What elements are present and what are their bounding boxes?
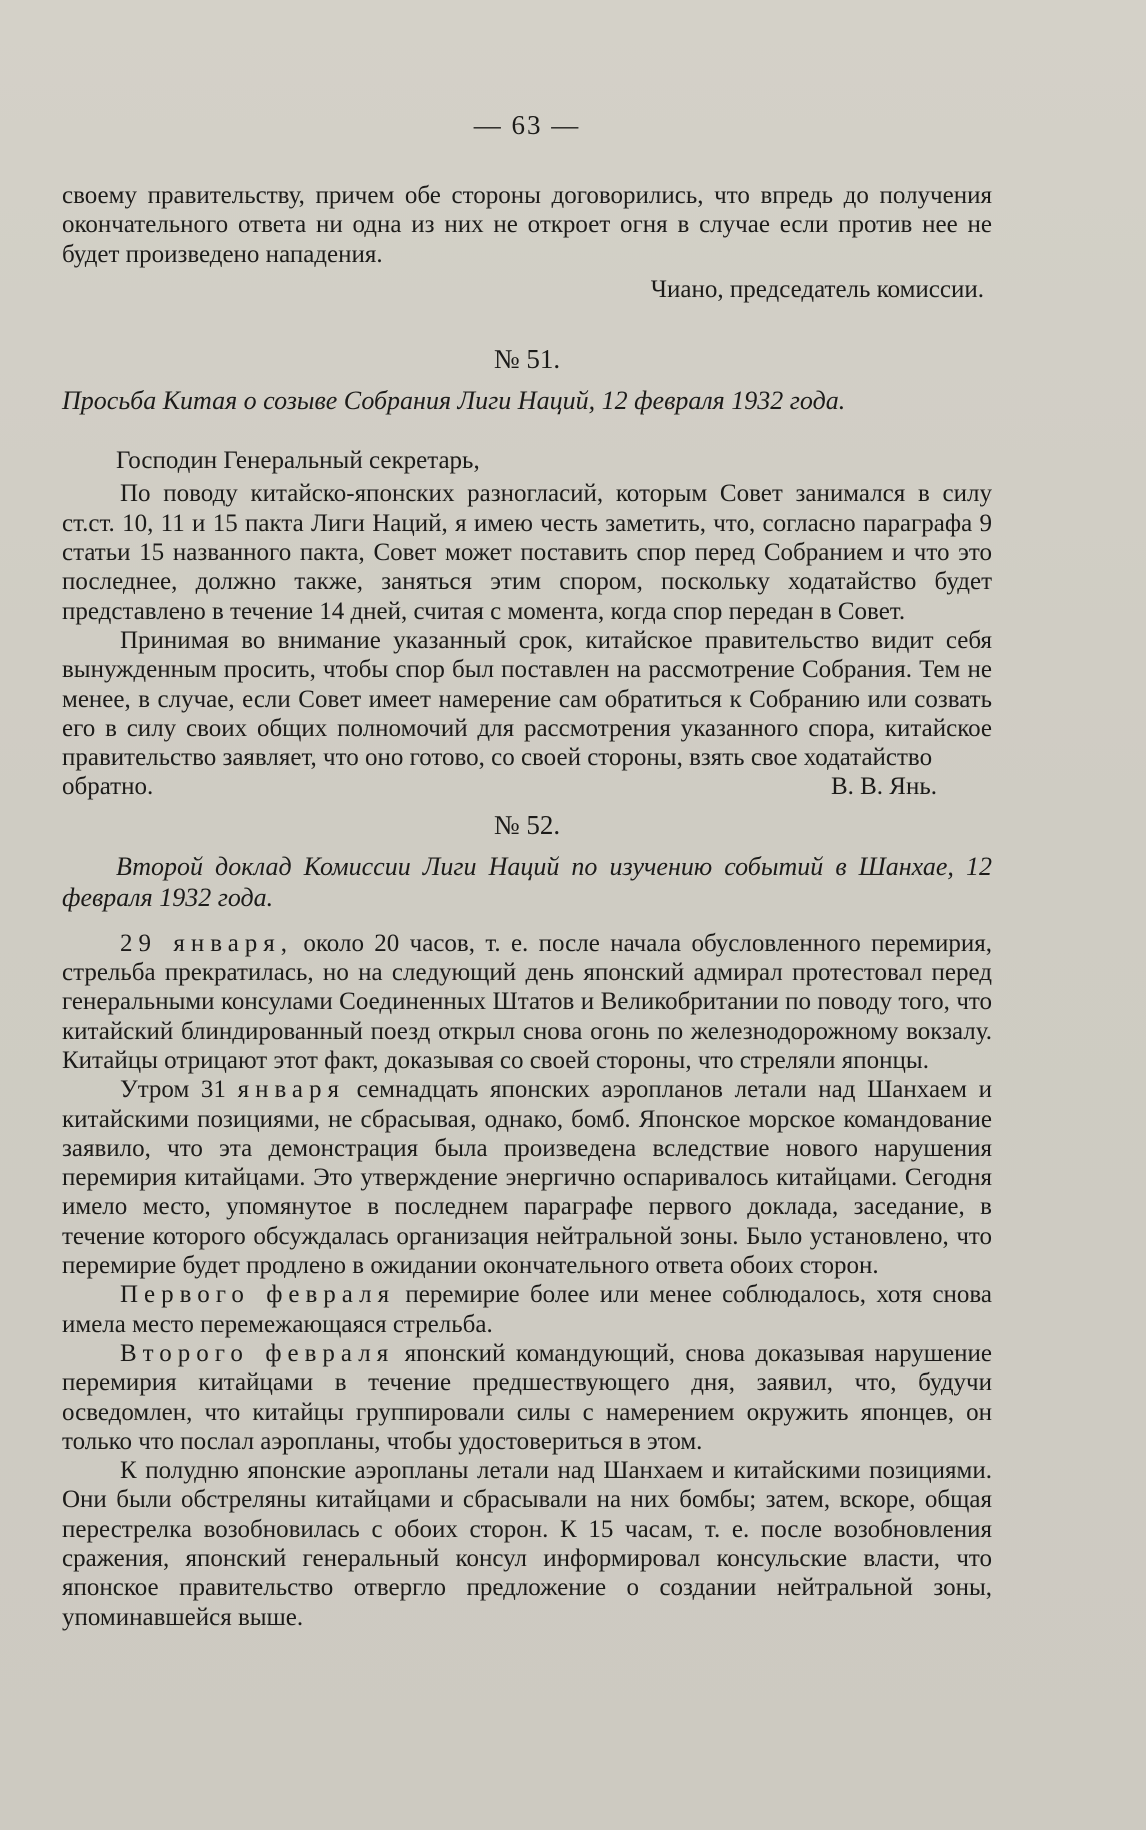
doc51-title: Просьба Китая о созыве Собрания Лиги Наций, 12 февраля 1932 года. [62,386,846,416]
doc51-paragraph-2-end: обратно. [62,773,154,801]
doc52-date-jan29: 29 января, [120,929,294,957]
doc52-paragraph-2-text: семнадцать японских аэропланов летали над Шанхаем и китайскими позициями, не сбрасывая, однако, бомб. Японское морское командование заявило, что эта демонстрация была произведена вследствие нового нарушения перемирия китайцами. Это утверждение энергично оспаривалось китайцами. Сегодня имело место, упомянутое в последнем параграфе первого доклада, заседание, в течение которого обсуждалась организация нейтральной зоны. Было установлено, что перемирие будет продлено в ожидании окончательного ответа обоих сторон. [62,1076,992,1280]
doc52-number: № 52. [493,809,561,840]
doc52-paragraph-2-pre: Утром 31 [120,1076,238,1104]
doc52-paragraph-1-text: около 20 часов, т. е. после начала обусловленного перемирия, стрельба прекратилась, но на следующий день японский адмирал протестовал перед генеральными консулами Соединенных Штатов и Великобритании по поводу того, что китайский блиндированный поезд открыл снова огонь по железнодорожному вокзалу. Китайцы отрицают этот факт, доказывая со своей стороны, что стреляли японцы. [62,929,993,1074]
doc52-paragraph-4-text: японский командующий, снова доказывая нарушение перемирия китайцами в течение предшествующего дня, заявил, что, будучи осведомлен, что китайцы группировали силы с намерением окружить японцев, он только что послал аэропланы, чтобы удостовериться в этом. [62,1339,992,1455]
doc51-paragraph-2: Принимая во внимание указанный срок, китайское правительство видит себя вынужденным просить, чтобы спор был поставлен на рассмотрение Собрания. Тем не менее, в случае, если Совет имеет намерение сам обратиться к Собранию или созвать его в силу своих общих полномочий для рассмотрения указанного спора, китайское правительство заявляет, что оно готово, со своей стороны, взять свое ходатайство [62,626,992,772]
page-content [62,110,992,1632]
doc52-paragraph-4 [62,1339,992,1456]
page-number: — 63 — [473,110,581,140]
doc52-paragraph-3 [62,1280,992,1339]
intro-paragraph: своему правительству, причем обе стороны договорились, что впредь до получения окончательного ответа ни одна из них не откроет огня в случае если против нее не будет произведено нападения. [62,182,992,268]
doc51-salutation: Господин Генеральный секретарь, [116,447,480,475]
doc51-paragraph-1: По поводу китайско-японских разногласий, которым Совет занимался в силу ст.ст. 10, 11 и 15 пакта Лиги Наций, я имею честь заметить, что, согласно параграфа 9 статьи 15 названного пакта, Совет может поставить спор перед Собранием и что это последнее, должно также, заняться этим спором, поскольку ходатайство будет представлено в течение 14 дней, считая с момента, когда спор передан в Совет. [62,480,992,625]
doc51-signature: В. В. Янь. [830,773,937,801]
doc52-date-feb2: Второго февраля [120,1339,395,1367]
doc52-paragraph-3-text: перемирие более или менее соблюдалось, хотя снова имела место перемежающаяся стрельба. [62,1281,993,1338]
doc52-paragraph-5: К полудню японские аэропланы летали над Шанхаем и китайскими позициями. Они были обстреляны китайцами и сбрасывали на них бомбы; затем, вскоре, общая перестрелка возобновилась с обоих сторон. К 15 часам, т. е. после возобновления сражения, японский генеральный консул информировал консульские власти, что японское правительство отвергло предложение о создании нейтральной зоны, упоминавшейся выше. [62,1457,992,1631]
doc51-number: № 51. [493,344,561,375]
doc52-paragraph-2 [62,1075,992,1280]
doc52-paragraph-1 [62,929,992,1075]
doc52-date-feb1: Первого февраля [120,1281,396,1309]
intro-signature: Чиано, председатель комиссии. [650,275,984,303]
doc52-date-jan31: января [237,1076,346,1104]
doc51-closing-row [62,772,992,801]
doc52-title: Второй доклад Комиссии Лиги Наций по изучению событий в Шанхае, 12 февраля 1932 года. [62,851,992,912]
